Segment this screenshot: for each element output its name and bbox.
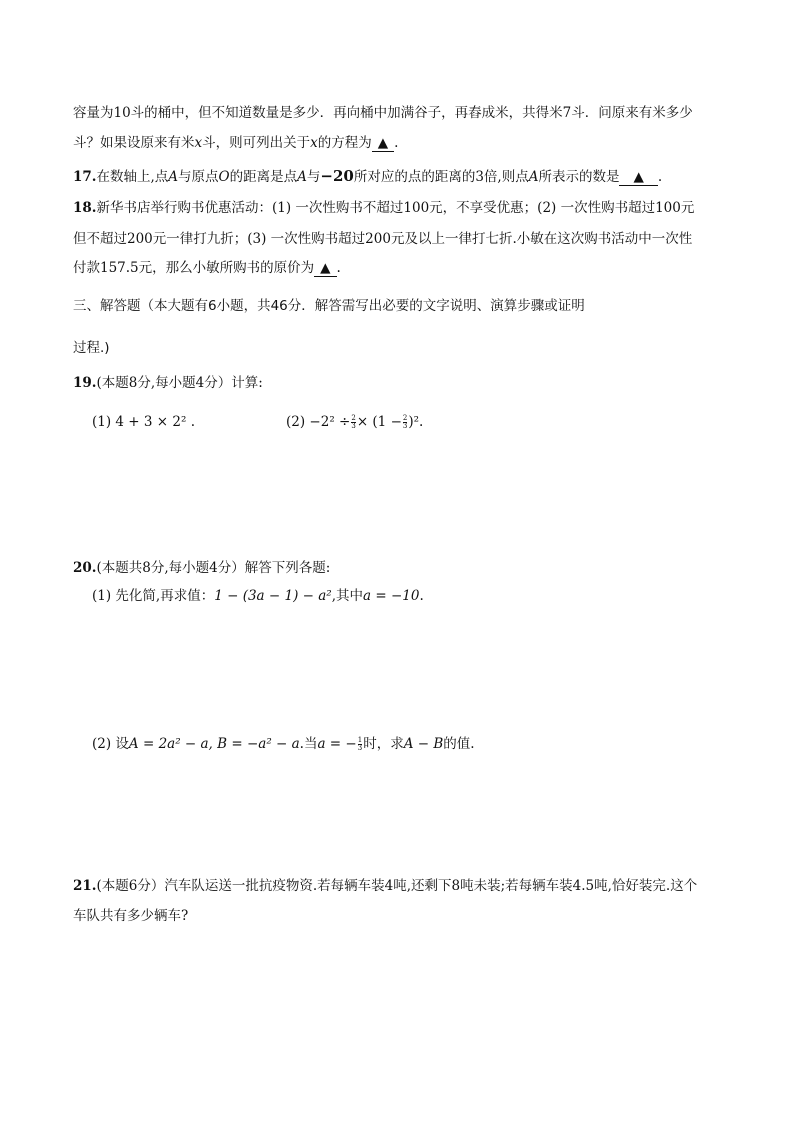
q20-p2-frac: [358, 737, 362, 752]
q17-point-a2: A: [297, 169, 307, 185]
q19-p2-frac-1-num: 2: [351, 414, 356, 422]
q17-point-a3: A: [528, 169, 539, 185]
q17-value: −20: [320, 167, 354, 185]
q18-answer-blank[interactable]: ▲: [314, 260, 336, 277]
q20-p2-frac-den: 3: [357, 744, 363, 752]
q18-text-2: 但不超过200元一律打九折；(3) 一次性购书超过200元及以上一律打七折.小敏在这次购书活动中一次性: [73, 231, 693, 247]
q17-text-f: 所表示的数是: [538, 169, 620, 185]
q18-line-3: [73, 258, 341, 278]
q20-p2-label: (2) 设: [92, 736, 129, 752]
q18-end: .: [336, 260, 341, 276]
q18-text-1: 新华书店举行购书优惠活动：(1) 一次性购书不超过100元，不享受优惠；(2) 一次性购书超过100元: [96, 200, 695, 216]
q16-text-2b: 斗，则可列出关于: [202, 135, 311, 151]
section-3-heading: [73, 296, 585, 316]
q20-head: (本题共8分,每小题4分）解答下列各题:: [96, 560, 331, 576]
q17-point-o: O: [218, 169, 230, 185]
q17-text-c: 的距离是点: [229, 169, 298, 185]
q17-text-b: 与原点: [178, 169, 219, 185]
q16-line-2: [73, 133, 398, 153]
q19-part-1: [92, 412, 195, 432]
q17-answer-blank[interactable]: ▲: [619, 169, 657, 186]
q16-var-x2: x: [310, 135, 318, 151]
q19-p1-expr: 4 + 3 × 2²: [115, 414, 187, 430]
q21-line-1: [73, 876, 697, 896]
q18-line-1: [73, 198, 694, 218]
q20-part-1: [92, 586, 424, 606]
q21-line-2: [73, 906, 188, 926]
q19-p2-b: × (1 −: [356, 414, 402, 430]
q20-p2-cond: a = −: [317, 736, 357, 752]
q16-line-1: [73, 103, 693, 123]
q18-text-3: 付款157.5元，那么小敏所购书的原价为: [73, 260, 315, 276]
q20-p2-expr: A − B: [403, 736, 444, 752]
q20-number: 20.: [73, 560, 97, 576]
q20-p1-expr: 1 − (3a − 1) − a²: [214, 588, 332, 604]
q20-header: [73, 558, 330, 578]
q16-var-x: x: [194, 135, 203, 151]
q19-p2-frac-1: [351, 415, 355, 430]
q20-p2-tail: 时，求: [363, 736, 404, 752]
q20-p1-cond: a = −10: [363, 588, 420, 604]
q17-text-d: 与: [306, 169, 321, 185]
q16-text-2c: 的方程为: [317, 135, 372, 151]
q20-p1-mid: ,其中: [331, 588, 364, 604]
q20-part-2: [92, 734, 475, 754]
q16-text-1: 容量为10斗的桶中，但不知道数量是多少．再向桶中加满谷子，再舂成米，共得米7斗．问原来有米多少: [73, 105, 693, 121]
q21-text-2: 车队共有多少辆车?: [73, 908, 189, 924]
q16-text-2a: 斗？如果设原来有米: [73, 135, 195, 151]
q19-p1-end: .: [190, 414, 195, 430]
q16-answer-blank[interactable]: ▲: [372, 135, 394, 152]
q16-end: .: [394, 135, 399, 151]
q18-number: 18.: [73, 200, 97, 216]
q19-p2-frac-2-num: 2: [402, 414, 408, 422]
q17-number: 17.: [73, 169, 97, 185]
q17-end: .: [657, 169, 663, 185]
q20-p2-end: 的值.: [443, 736, 475, 752]
q20-p2-mid: .当: [299, 736, 318, 752]
q19-p2-frac-2-den: 3: [402, 422, 408, 430]
q20-p1-label: (1) 先化简,再求值：: [92, 588, 215, 604]
q17-point-a: A: [168, 169, 179, 185]
q19-number: 19.: [73, 375, 97, 391]
section-3-heading-2: 过程.): [73, 340, 110, 356]
q19-p2-frac-2: [403, 415, 407, 430]
q21-number: 21.: [73, 878, 97, 894]
q21-text-1: (本题6分）汽车队运送一批抗疫物资.若每辆车装4吨,还剩下8吨未装;若每辆车装4.5吨,恰好装完.这个: [96, 878, 698, 894]
q19-header: [73, 373, 263, 393]
q20-p1-end: .: [419, 588, 424, 604]
q17-line: [73, 166, 662, 187]
q19-p2-a: −2² ÷: [309, 414, 351, 430]
q18-line-2: [73, 229, 692, 249]
q19-p2-label: (2): [286, 414, 306, 430]
section-3-heading-cont: [73, 338, 110, 358]
q19-head: (本题8分,每小题4分）计算:: [96, 375, 263, 391]
q17-text-e: 所对应的点的距离的3倍,则点: [353, 169, 529, 185]
q20-p2-def: A = 2a² − a, B = −a² − a: [128, 736, 300, 752]
q19-p1-label: (1): [92, 414, 112, 430]
q19-part-2: [286, 412, 423, 432]
section-3-heading-1: 三、解答题（本大题有6小题，共46分．解答需写出必要的文字说明、演算步骤或证明: [73, 298, 585, 314]
q20-p2-frac-num: 1: [357, 736, 363, 744]
q19-p2-frac-1-den: 3: [351, 422, 356, 430]
q19-p2-c: )².: [408, 414, 424, 430]
q17-text-a: 在数轴上,点: [96, 169, 169, 185]
